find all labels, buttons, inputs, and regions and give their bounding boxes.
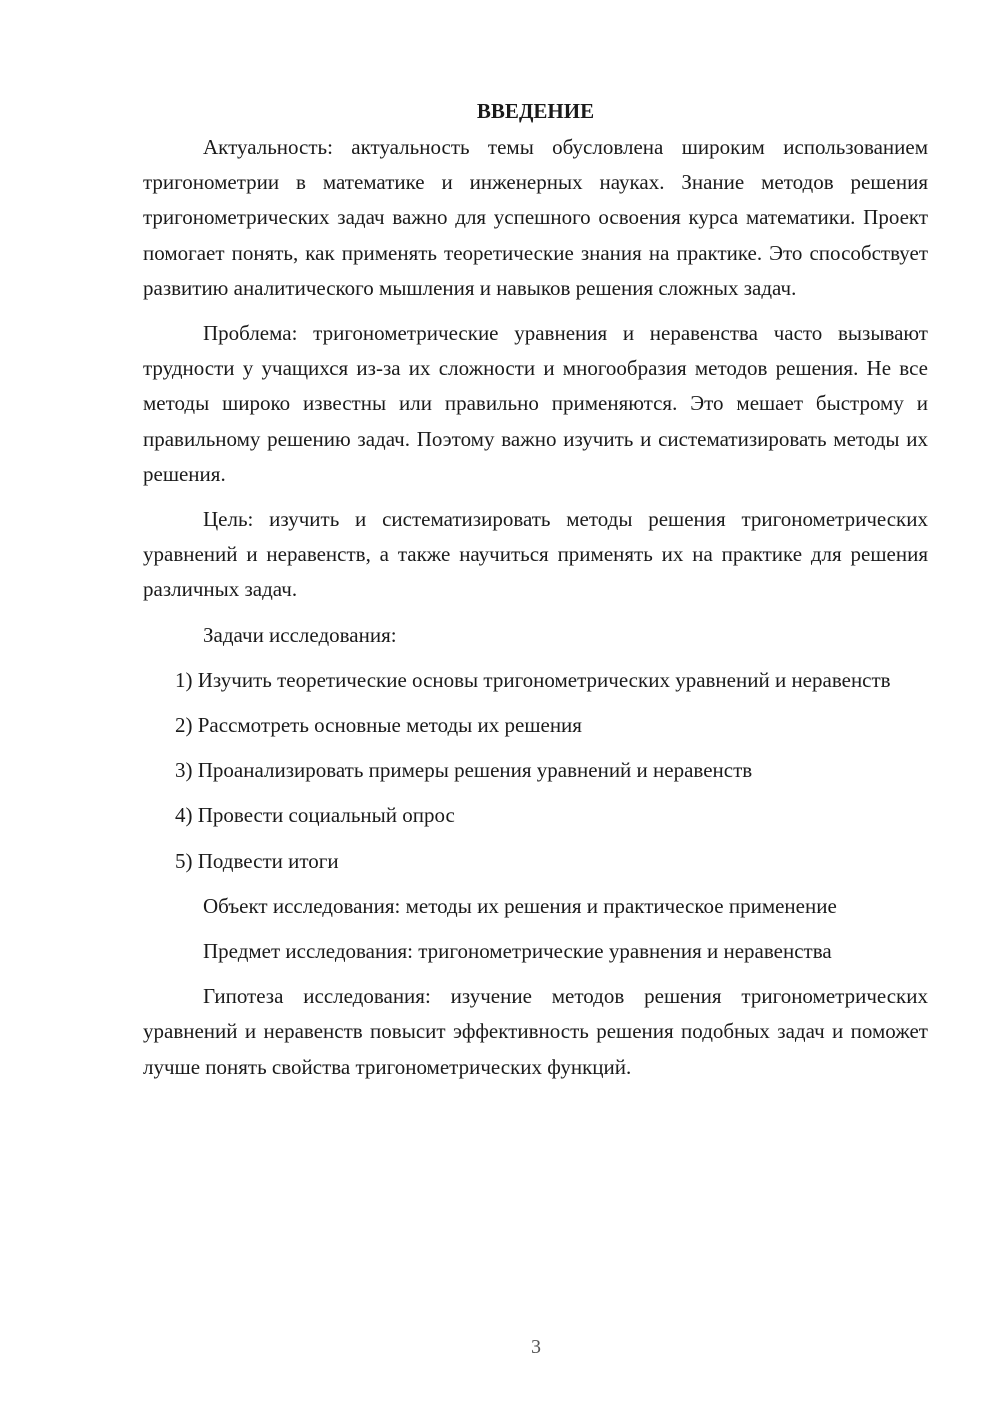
task-item: 4) Провести социальный опрос (175, 803, 455, 828)
document-page (143, 96, 928, 1095)
problem-paragraph: Проблема: тригонометрические уравнения и неравенства часто вызывают трудности у учащихся из-за их сложности и многообразия методов решения. Не все методы широко известны или правильно применяются. Это мешает быстрому и правильному решению задач. Поэтому важно изучить и систематизировать методы их решения. (143, 321, 928, 486)
object-paragraph: Объект исследования: методы их решения и практическое применение (203, 893, 837, 918)
hypothesis-paragraph: Гипотеза исследования: изучение методов решения тригонометрических уравнений и неравенств повысит эффективность решения подобных задач и поможет лучше понять свойства тригонометрических функций. (143, 984, 928, 1079)
task-item: 3) Проанализировать примеры решения уравнений и неравенств (175, 758, 753, 783)
page-number: 3 (531, 1336, 541, 1358)
tasks-list (143, 663, 928, 879)
section-title: ВВЕДЕНИЕ (476, 99, 595, 123)
task-item: 2) Рассмотреть основные методы их решения (175, 713, 582, 738)
tasks-heading: Задачи исследования: (203, 622, 397, 647)
subject-paragraph: Предмет исследования: тригонометрические уравнения и неравенства (203, 939, 832, 964)
relevance-paragraph: Актуальность: актуальность темы обусловлена широким использованием тригонометрии в математике и инженерных науках. Знание методов решения тригонометрических задач важно для успешного освоения курса математики. Проект помогает понять, как применять теоретические знания на практике. Это способствует развитию аналитического мышления и навыков решения сложных задач. (143, 135, 928, 300)
goal-paragraph: Цель: изучить и систематизировать методы решения тригонометрических уравнений и неравенств, а также научиться применять их на практике для решения различных задач. (143, 507, 928, 602)
task-item: 5) Подвести итоги (175, 848, 339, 873)
task-item: 1) Изучить теоретические основы тригонометрических уравнений и неравенств (175, 667, 891, 692)
